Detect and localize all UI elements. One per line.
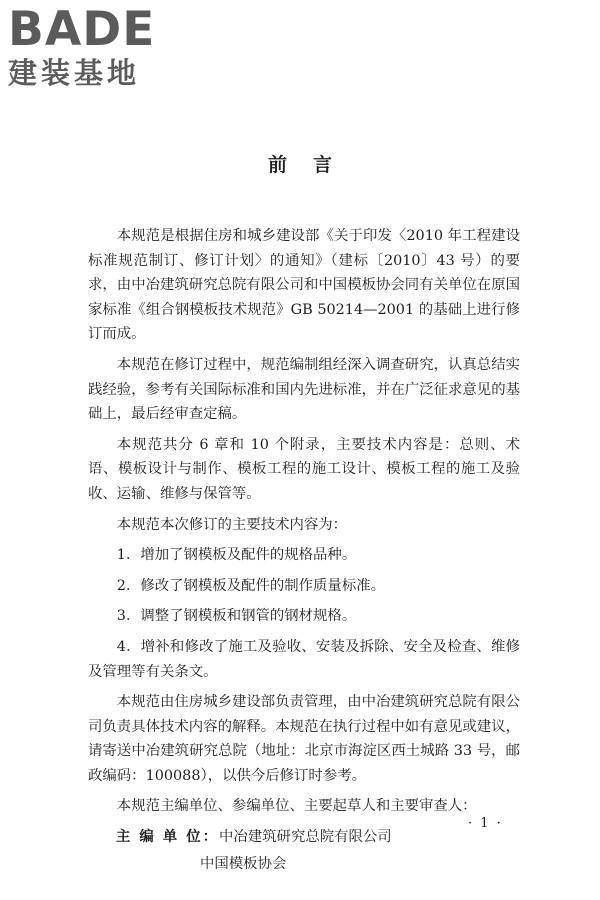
list-item: 3．调整了钢模板和钢管的钢材规格。 <box>116 608 357 625</box>
bade-logo <box>8 2 156 90</box>
list-item: 1．增加了钢模板及配件的规格品种。 <box>116 547 357 564</box>
paragraph-units-intro: 本规范主编单位、参编单位、主要起草人和主要审查人： <box>116 798 477 815</box>
chief-unit-1: 中冶建筑研究总院有限公司 <box>218 829 392 846</box>
paragraph-revision-summary: 本规范本次修订的主要技术内容为： <box>116 516 348 533</box>
chief-unit-2: 中国模板协会 <box>200 855 287 872</box>
chief-units-line <box>88 825 520 850</box>
page-number: · 1 · <box>468 816 503 831</box>
logo-chinese-name: 建装基地 <box>8 56 141 90</box>
document-body <box>88 224 520 876</box>
list-item: 4．增补和修改了施工及验收、安装及拆除、安全及检查、维修及管理等有关条文。 <box>88 638 520 680</box>
list-item: 2．修改了钢模板及配件的制作质量标准。 <box>116 577 385 594</box>
paragraph-revision-process: 本规范在修订过程中，规范编制组经深入调查研究，认真总结实践经验，参考有关国际标准和国内先进标准，并在广泛征求意见的基础上，最后经审查定稿。 <box>88 356 520 423</box>
page-title: 前言 <box>267 154 358 176</box>
paragraph-intro: 本规范是根据住房和城乡建设部《关于印发〈2010 年工程建设标准规范制订、修订计划〉的通知》（建标〔2010〕43 号）的要求，由中冶建筑研究总院有限公司和中国模板协会同有关单位在原国家标准《组合钢模板技术规范》GB 50214—2001 的基础上进行修订而成。 <box>88 228 520 343</box>
chief-units-label: 主 编 单 位： <box>116 829 219 846</box>
paragraph-contents: 本规范共分 6 章和 10 个附录，主要技术内容是：总则、术语、模板设计与制作、模板工程的施工设计、模板工程的施工及验收、运输、维修与保管等。 <box>88 436 520 502</box>
logo-wordmark: BADE <box>8 2 156 57</box>
paragraph-management: 本规范由住房城乡建设部负责管理，由中冶建筑研究总院有限公司负责具体技术内容的解释。本规范在执行过程中如有意见或建议，请寄送中冶建筑研究总院（地址：北京市海淀区西土城路 33 号，邮政编码：100088），以供今后修订时参考。 <box>88 694 520 784</box>
